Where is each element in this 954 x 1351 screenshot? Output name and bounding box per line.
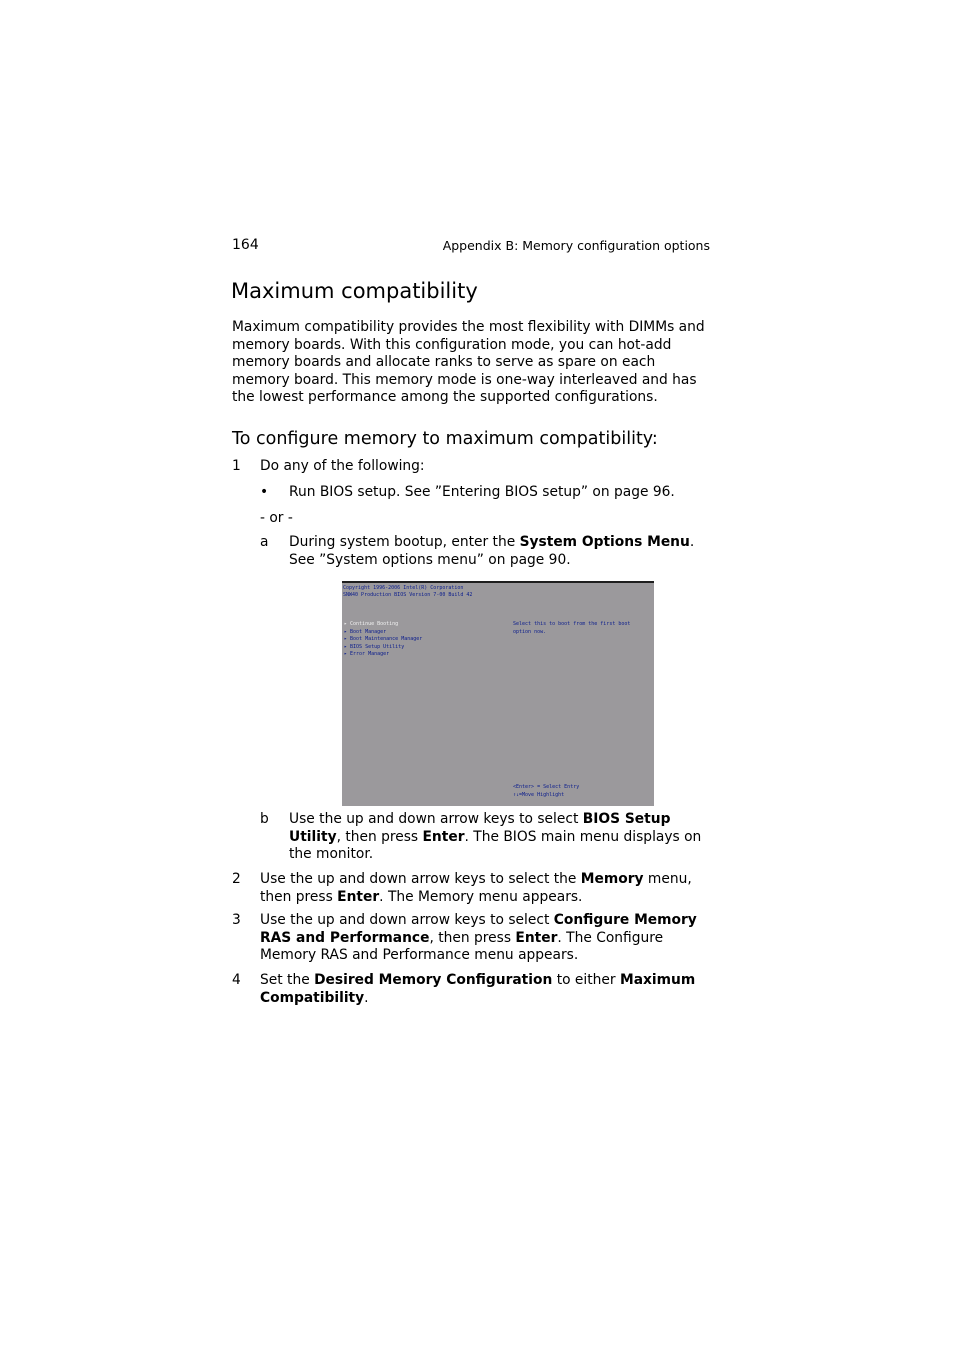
- procedure-title: To configure memory to maximum compatibility:: [232, 429, 658, 449]
- step-4-text: Set the Desired Memory Configuration to either Maximum Compatibility.: [260, 972, 696, 1006]
- bullet-text: Run BIOS setup. See ”Entering BIOS setup” on page 96.: [289, 484, 675, 500]
- substep-b-text: Use the up and down arrow keys to select BIOS Setup Utility, then press Enter. The BIOS main menu displays on the monitor.: [289, 811, 702, 863]
- system-options-menu-term: System Options Menu: [519, 534, 690, 550]
- bios-menu-continue-booting: ▸ Continue Booting: [344, 621, 399, 627]
- bios-key-move: ↑↓=Move Highlight: [513, 792, 565, 798]
- bios-menu-bios-setup-utility: ▸ BIOS Setup Utility: [344, 644, 405, 650]
- step-2-number: 2: [232, 871, 241, 887]
- bios-key-select: <Enter> = Select Entry: [513, 784, 580, 790]
- substep-a-label: a: [260, 534, 269, 550]
- step-1-number: 1: [232, 458, 241, 474]
- bios-menu-boot-maintenance-manager: ▸ Boot Maintenance Manager: [344, 636, 423, 642]
- step-2-text: Use the up and down arrow keys to select the Memory menu, then press Enter. The Memory menu appears.: [260, 871, 692, 905]
- substep-b-label: b: [260, 811, 269, 827]
- step-3-number: 3: [232, 912, 241, 928]
- bios-copyright: Copyright 1996-2006 Intel(R) Corporation: [343, 585, 464, 591]
- intro-paragraph: Maximum compatibility provides the most flexibility with DIMMs and memory boards. With this configuration mode, you can hot-add memory boards and allocate ranks to serve as spare on each memory board. This memory mode is one-way interleaved and has the lowest performance among the supported configurations.: [232, 319, 705, 406]
- step-4-number: 4: [232, 972, 241, 988]
- or-separator: - or -: [260, 510, 293, 526]
- bullet-marker: •: [260, 484, 269, 500]
- bios-menu-boot-manager: ▸ Boot Manager: [344, 629, 387, 635]
- bios-help-line-2: option now.: [513, 629, 547, 635]
- section-title: Maximum compatibility: [231, 279, 478, 303]
- step-1-text: Do any of the following:: [260, 458, 425, 474]
- substep-a-text: During system bootup, enter the System Options Menu. See ”System options menu” on page 90.: [289, 534, 695, 568]
- bios-menu-error-manager: ▸ Error Manager: [344, 651, 390, 657]
- step-3-text: Use the up and down arrow keys to select Configure Memory RAS and Performance, then press Enter. The Configure Memory RAS and Performance menu appears.: [260, 912, 697, 964]
- page-number: 164: [232, 237, 259, 253]
- bios-version: SNW40 Production BIOS Version 7-00 Build 42: [343, 592, 473, 598]
- running-head: Appendix B: Memory configuration options: [442, 238, 710, 253]
- bios-boot-screen: [342, 581, 654, 806]
- bios-help-line-1: Select this to boot from the first boot: [513, 621, 631, 627]
